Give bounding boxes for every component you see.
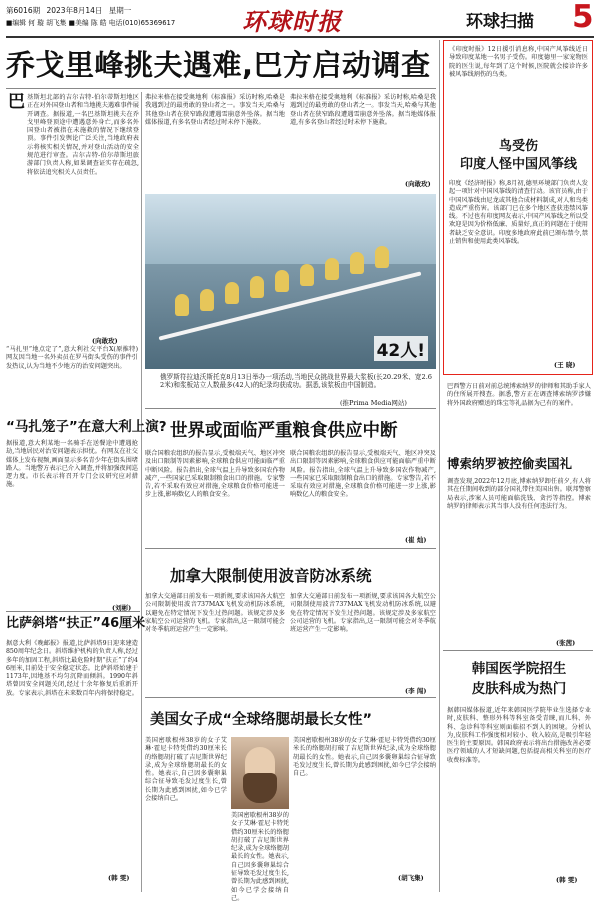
kite-intro: 《印度时报》12日援引消息称,中国产风筝线近日导致印度某地一名男子受伤。印度德里一家宠物医院的医生说,每年到了这个时候,医院就会接诊许多被风筝线割伤的鸟类。 bbox=[449, 46, 588, 78]
section-title: 环球扫描 bbox=[466, 12, 534, 32]
korea-headline-2: 皮肤科成为热门 bbox=[471, 681, 567, 697]
korea-byline: (韩 雯) bbox=[556, 876, 578, 884]
italy-intro: “马扎里”地点定了”,意大利社交平台X(原推特)网友因当地一名外卖员在罗马街头受伤的事件引发热议,认为当地不少地方的治安问题突出。 bbox=[6, 346, 138, 370]
us-woman-headline: 美国女子成“全球络腮胡最长女性” bbox=[150, 712, 373, 728]
lead-byline: (向敢玫) bbox=[92, 337, 118, 345]
canada-byline: (李 闯) bbox=[405, 687, 427, 695]
photo-big-number: 42人! bbox=[374, 336, 428, 361]
food-body-col2: 联合国粮农组织的报告显示,受极端天气、地区冲突及出口限制等因素影响,全球粮食供应可能面临严重中断风险。报告指出,全球气温上升导致多国农作物减产,一些国家已采取限制粮食出口的措施。专家警告,若不采取有效应对措施,全球粮食价格可能进一步上涨,影响数亿人的粮食安全。 bbox=[290, 450, 436, 499]
paddler bbox=[300, 264, 314, 286]
paddler bbox=[375, 246, 389, 268]
us-woman-body-col2: 美国密歇根州38岁的女子艾琳·霍尼卡特凭借约30厘米长的络腮胡打破了吉尼斯世界纪录,成为全球络腮胡最长的女性。她表示,自己因多囊卵巢综合征导致毛发过度生长,曾长期为此感到困扰,如今已学会接纳自己。 bbox=[231, 812, 289, 902]
mid-top-body-2: 弗拉米格在接受奥地利《标准报》采访时称,哈桑是我遇到过的最勇敢的登山者之一。事发当天,哈桑与其他登山者在狭窄路段遭遇雪崩意外坠落。据当地媒体报道,有多名登山者经过时未停下施救。 bbox=[290, 94, 436, 126]
us-woman-body-col1: 美国密歇根州38岁的女子艾琳·霍尼卡特凭借约30厘米长的络腮胡打破了吉尼斯世界纪录,成为全球络腮胡最长的女性。她表示,自己因多囊卵巢综合征导致毛发过度生长,曾长期为此感到困扰,如今已学会接纳自己。 bbox=[145, 737, 227, 803]
us-woman-rule bbox=[145, 697, 436, 698]
pisa-rule bbox=[6, 611, 140, 612]
food-body-col1: 联合国粮农组织的报告显示,受极端天气、地区冲突及出口限制等因素影响,全球粮食供应可能面临严重中断风险。报告指出,全球气温上升导致多国农作物减产,一些国家已采取限制粮食出口的措施。专家警告,若不采取有效应对措施,全球粮食价格可能进一步上涨,影响数亿人的粮食安全。 bbox=[145, 450, 285, 499]
beard-shape bbox=[243, 773, 277, 803]
paddler bbox=[200, 289, 214, 311]
brazil-headline: 博索纳罗被控偷卖国礼 bbox=[447, 456, 573, 471]
paddler bbox=[175, 294, 189, 316]
us-woman-body-col3: 美国密歇根州38岁的女子艾琳·霍尼卡特凭借约30厘米长的络腮胡打破了吉尼斯世界纪录,成为全球络腮胡最长的女性。她表示,自己因多囊卵巢综合征导致毛发过度生长,曾长期为此感到困扰,如今已学会接纳自己。 bbox=[293, 737, 436, 778]
canada-rule bbox=[145, 548, 436, 549]
lead-headline: 乔戈里峰挑夫遇难,巴方启动调查 bbox=[6, 48, 431, 82]
brazil-byline: (张茜) bbox=[556, 639, 576, 647]
paddler bbox=[325, 258, 339, 280]
editors-line: ■编辑 何 璇 胡飞集 ■美编 陈 皓 电话(010)65369617 bbox=[6, 19, 176, 27]
paddler bbox=[275, 270, 289, 292]
korea-body: 据韩国媒体报道,近年来韩国医学院毕业生选择专业时,皮肤科、整形外科等科室备受青睐,而儿科、外科、急诊科等科室则面临招不到人的困境。分析认为,皮肤科工作强度相对较小、收入较高,是吸引年轻医生的主要原因。韩国政府表示将出台措施改善必要医疗领域的人才短缺问题,包括提高相关科室的医疗收费标准等。 bbox=[447, 707, 591, 764]
pisa-byline: (韩 雯) bbox=[108, 874, 130, 882]
pisa-body: 据意大利《晚邮报》报道,比萨斜塔9日迎来建造850周年纪念日。斜塔维护机构的负责人称,经过多年的加固工程,斜塔比最危险时期“扶正”了约46厘米,目前处于安全稳定状态。比萨斜塔始建于1173年,因地基不均匀沉降而倾斜。1990年斜塔曾因安全问题关闭,经过十余年修复后重新开放。专家表示,斜塔在未来数百年内将保持稳定。 bbox=[6, 640, 138, 697]
us-woman-byline: (胡飞集) bbox=[398, 874, 424, 882]
kite-body: 印度《经济时报》称,8月初,德里环境部门负责人发起一项针对中国风筝线的清查行动。该官员称,由于中国风筝线由尼龙或其他合成材料制成,对人和鸟类造成严重伤害。该部门已在多个地区查获违禁风筝线。不过也有印度网友表示,中国产风筝线之所以受欢迎是因为价格低廉、质量好,真正的问题在于使用者缺乏安全意识。印度多地政府此前已颁布禁令,禁止销售和使用此类风筝线。 bbox=[449, 180, 588, 246]
brazil-intro: 巴西警方日前对前总统博索纳罗的律师和其助手家人的住所展开搜查。据悉,警方正在调查博索纳罗涉嫌将外国政府赠送的珠宝等礼品据为己有的案件。 bbox=[447, 383, 591, 407]
italy-byline: (刘彬) bbox=[112, 604, 132, 612]
page-number: 5 bbox=[572, 0, 594, 35]
photo-caption: 俄罗斯符拉迪沃斯托克8月13日举办一项活动,当地民众挑战世界最大浆板(长20.29米、宽2.62米)和浆板站立人数最多(42人)的纪录均获成功。据悉,该浆板由中国制造。 bbox=[160, 373, 432, 390]
italy-body: 据报道,意大利某地一名骑手在送餐途中遭遇抢劫,当地居民对治安问题表示担忧。有网友在社交媒体上发布视频,画面显示多名青少年在街头围堵路人。当地警方表示已介入调查,并将加强夜间巡逻力度。市长表示将召开专门会议研究应对措施。 bbox=[6, 440, 138, 489]
canada-body-col2: 加拿大交通部日前发布一项新规,要求该国各大航空公司限制使用波音737MAX飞机发动机防冰系统,以避免在特定情况下发生过热问题。该规定涉及多家航空公司运营的飞机。专家指出,这一限制可能会对冬季航班运营产生一定影响。 bbox=[290, 593, 436, 634]
food-byline: (崔 灿) bbox=[405, 536, 427, 544]
korea-headline-1: 韩国医学院招生 bbox=[471, 661, 567, 677]
photo-credit: (推Prima Media网站) bbox=[340, 399, 407, 407]
kite-byline: (王 晓) bbox=[554, 361, 576, 369]
italy-headline: “马扎笼子”在意大利上演? bbox=[6, 419, 167, 435]
lead-body: 基斯坦北部的吉尔吉特-伯尔蒂斯坦地区正在对外国登山者和当地挑夫遇难事件展开调查。据报道,一名巴基斯坦挑夫在乔戈里峰登顶途中遭遇意外身亡,而多名外国登山者被指在未施救的情况下继续登顶。事件引发舆论广泛关注,当地政府表示将核实相关情况,并对登山活动的安全规范进行审查。吉尔吉特-伯尔蒂斯坦旅游部门负责人称,如果调查证实存在疏忽,将依法追究相关人员责任。 bbox=[27, 94, 139, 176]
paddleboard-photo bbox=[145, 194, 436, 369]
issue-number: 第6016期 bbox=[6, 6, 41, 15]
paddler bbox=[350, 252, 364, 274]
right-col-divider bbox=[439, 40, 440, 892]
issue-weekday: 星期一 bbox=[108, 6, 132, 15]
pisa-headline: 比萨斜塔“扶正”46厘米 bbox=[6, 616, 146, 631]
food-headline: 世界或面临严重粮食供应中断 bbox=[170, 421, 398, 441]
mid-top-byline: (向敢玫) bbox=[405, 180, 431, 188]
brazil-body: 调查发现,2022年12月底,博索纳罗卸任前夕,有人将其在任期间收到的部分国礼带往美国出售。联邦警察局表示,涉案人员可能面临洗钱、贪污等指控。博索纳罗的律师表示其当事人没有任何违法行为。 bbox=[447, 478, 591, 510]
lead-rule bbox=[6, 88, 436, 89]
masthead-rule bbox=[6, 36, 594, 38]
masthead bbox=[6, 0, 594, 37]
lead-drop-cap: 巴 bbox=[8, 92, 25, 112]
canada-headline: 加拿大限制使用波音防冰系统 bbox=[170, 567, 372, 585]
left-col-divider bbox=[141, 92, 142, 892]
bearded-woman-photo bbox=[231, 737, 289, 809]
mid-top-body: 弗拉米格在接受奥地利《标准报》采访时称,哈桑是我遇到过的最勇敢的登山者之一。事发当天,哈桑与其他登山者在狭窄路段遭遇雪崩意外坠落。据当地媒体报道,有多名登山者经过时未停下施救。 bbox=[145, 94, 285, 126]
newspaper-logo: 环球时报 bbox=[242, 7, 342, 36]
canada-body-col1: 加拿大交通部日前发布一项新规,要求该国各大航空公司限制使用波音737MAX飞机发动机防冰系统,以避免在特定情况下发生过热问题。该规定涉及多家航空公司运营的飞机。专家指出,这一限制可能会对冬季航班运营产生一定影响。 bbox=[145, 593, 285, 634]
paddler bbox=[250, 276, 264, 298]
kite-headline-1: 鸟受伤 bbox=[498, 139, 538, 154]
paddler bbox=[225, 282, 239, 304]
korea-rule bbox=[443, 650, 593, 651]
kite-headline-2: 印度人怪中国风筝线 bbox=[459, 157, 577, 172]
issue-date: 2023年8月14日 bbox=[46, 6, 103, 15]
food-rule bbox=[145, 408, 436, 409]
